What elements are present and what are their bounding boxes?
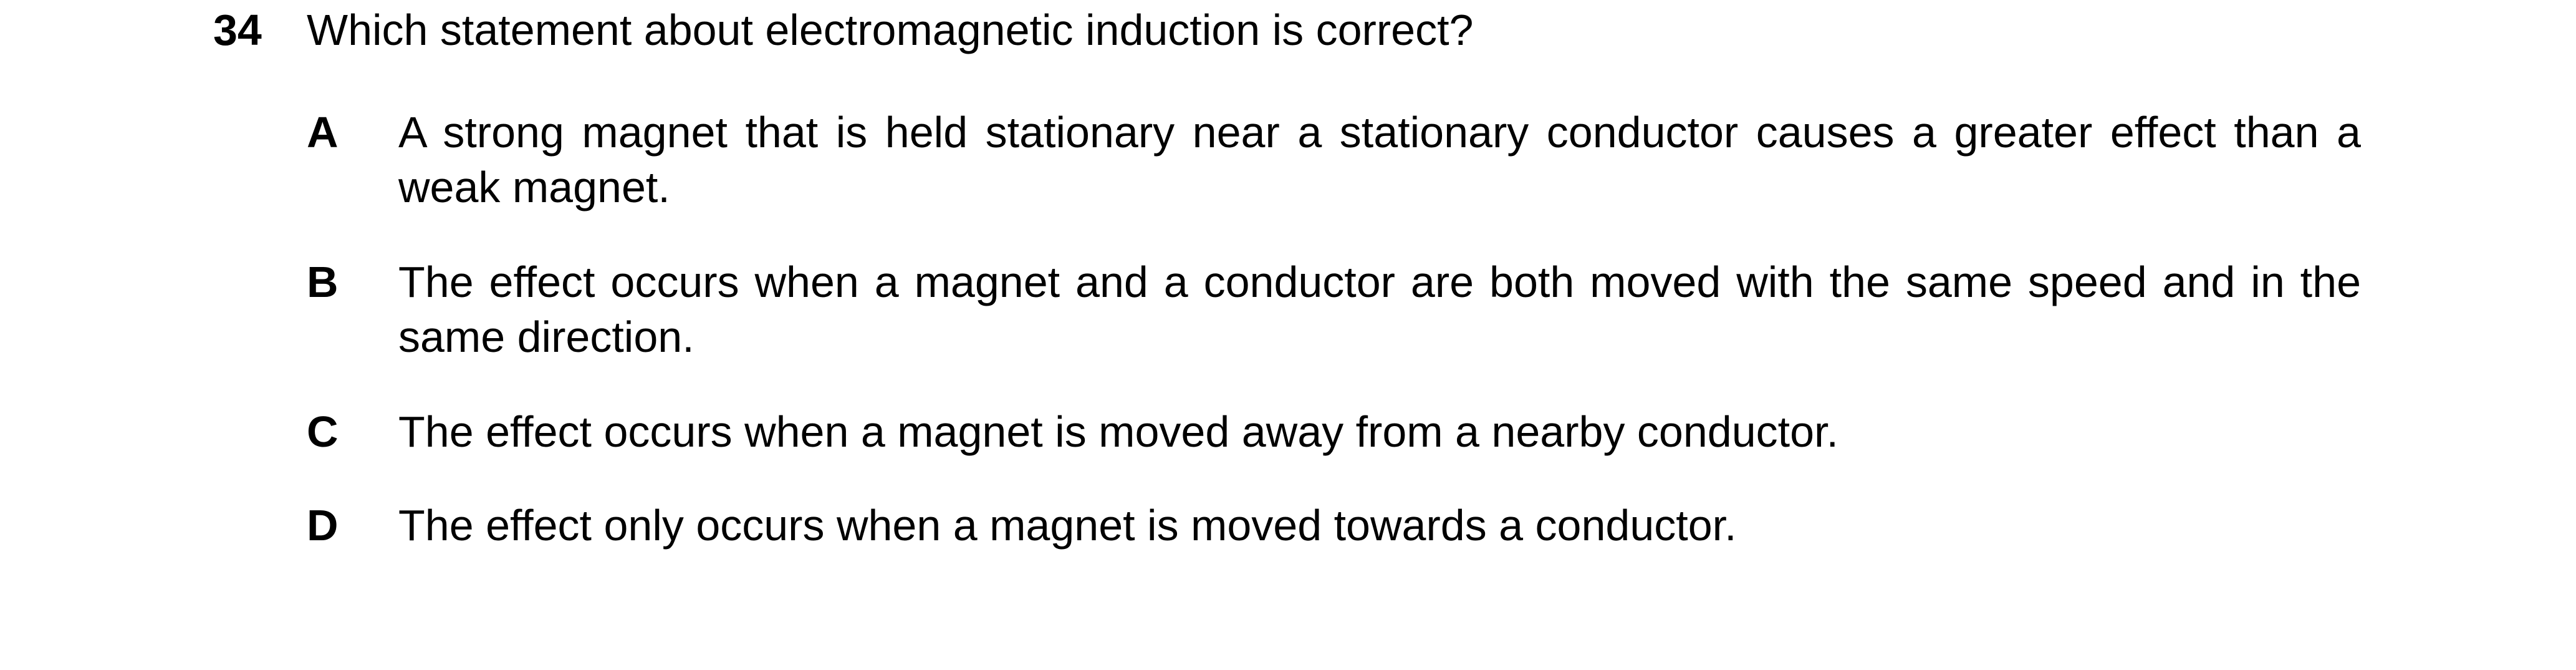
option-letter: A [307,108,339,157]
option-text: The effect occurs when a magnet and a conductor are both moved with the same speed and in the same direction. [398,258,2361,361]
option-text: The effect occurs when a magnet is moved away from a nearby conductor. [398,407,1838,456]
option-letter: C [307,407,339,456]
option-text: A strong magnet that is held stationary near a stationary conductor causes a greater effect than a weak magnet. [398,108,2361,211]
option-text: The effect only occurs when a magnet is moved towards a conductor. [398,501,1737,550]
option-letter: D [307,501,339,550]
option-letter: B [307,258,339,306]
question-number: 34 [213,6,262,54]
question-stem: Which statement about electromagnetic induction is correct? [307,6,1474,54]
